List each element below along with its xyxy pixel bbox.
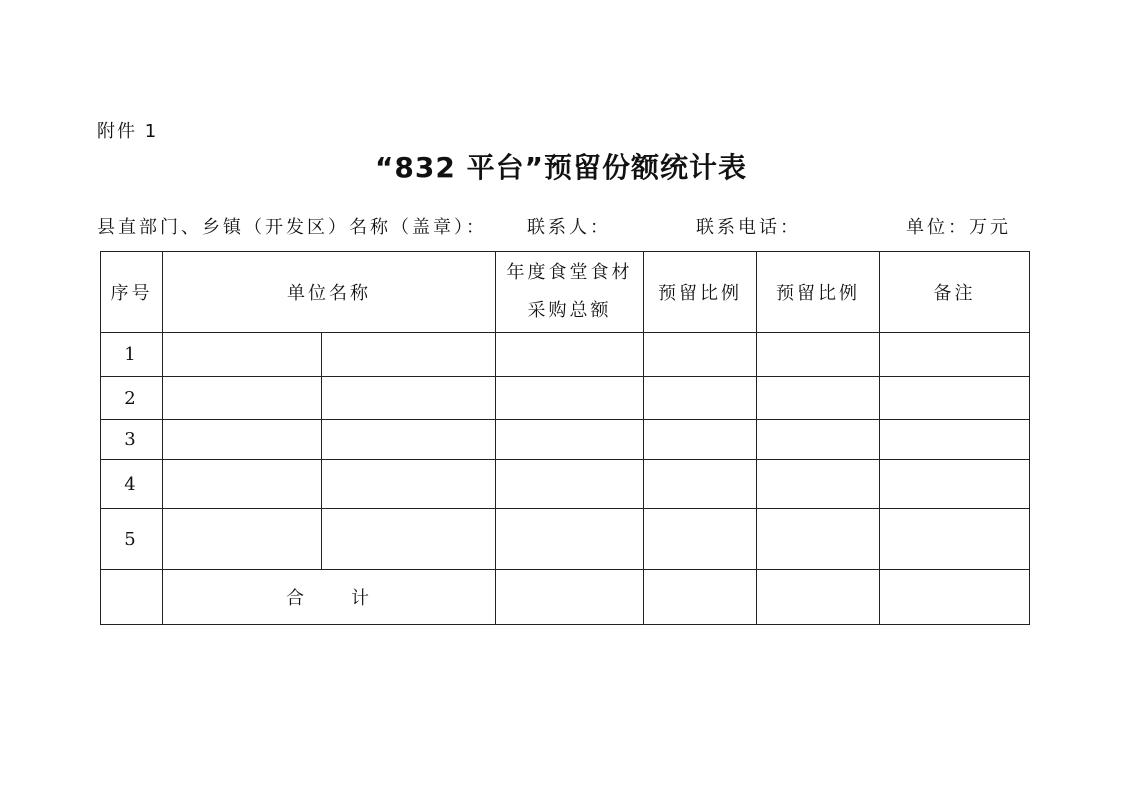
unit-name-cell-b[interactable]: [322, 377, 496, 420]
unit-name-cell-b[interactable]: [322, 460, 496, 509]
ratio-1-cell[interactable]: [644, 420, 757, 460]
header-reserve-ratio-1: 预留比例: [644, 252, 757, 333]
total-ratio-2-cell[interactable]: [757, 570, 880, 625]
row-seq: 4: [101, 460, 163, 509]
remarks-cell[interactable]: [880, 333, 1030, 377]
remarks-cell[interactable]: [880, 460, 1030, 509]
annual-total-cell[interactable]: [496, 460, 644, 509]
annual-total-cell[interactable]: [496, 420, 644, 460]
remarks-cell[interactable]: [880, 377, 1030, 420]
page-title: “832 平台”预留份额统计表: [374, 151, 747, 184]
ratio-2-cell[interactable]: [757, 377, 880, 420]
table-row: [101, 509, 1030, 570]
header-remarks: 备注: [880, 252, 1030, 333]
contact-phone-label: 联系电话：: [696, 217, 801, 238]
row-seq: 3: [101, 420, 163, 460]
ratio-1-cell[interactable]: [644, 509, 757, 570]
header-annual-line1: 年度食堂食材: [506, 262, 633, 283]
total-label-char-1: 合: [286, 588, 307, 609]
ratio-1-cell[interactable]: [644, 377, 757, 420]
remarks-cell[interactable]: [880, 509, 1030, 570]
row-seq: 2: [101, 377, 163, 420]
total-label: [163, 570, 496, 625]
ratio-2-cell[interactable]: [757, 420, 880, 460]
total-row: [101, 570, 1030, 625]
total-label-char-2: 计: [351, 588, 372, 609]
total-seq-cell: [101, 570, 163, 625]
quota-statistics-table: [100, 251, 1030, 625]
annual-total-cell[interactable]: [496, 377, 644, 420]
unit-name-cell-a[interactable]: [163, 460, 322, 509]
annual-total-cell[interactable]: [496, 509, 644, 570]
table-row: [101, 377, 1030, 420]
header-reserve-ratio-2: 预留比例: [757, 252, 880, 333]
ratio-1-cell[interactable]: [644, 333, 757, 377]
currency-unit-label: 单位：万元: [906, 217, 1011, 238]
table-header-row: [101, 252, 1030, 333]
remarks-cell[interactable]: [880, 420, 1030, 460]
annual-total-cell[interactable]: [496, 333, 644, 377]
unit-name-cell-b[interactable]: [322, 333, 496, 377]
unit-name-cell-a[interactable]: [163, 333, 322, 377]
unit-name-cell-a[interactable]: [163, 509, 322, 570]
table-row: [101, 460, 1030, 509]
table-row: [101, 420, 1030, 460]
attachment-label: 附件 1: [97, 121, 159, 142]
contact-person-label: 联系人：: [527, 217, 611, 238]
ratio-2-cell[interactable]: [757, 509, 880, 570]
row-seq: 1: [101, 333, 163, 377]
total-ratio-1-cell[interactable]: [644, 570, 757, 625]
header-annual-purchase-total: [496, 252, 644, 333]
unit-name-field-label: 县直部门、乡镇（开发区）名称（盖章）：: [97, 217, 487, 238]
header-annual-line2: 采购总额: [527, 300, 612, 321]
unit-name-cell-b[interactable]: [322, 420, 496, 460]
row-seq: 5: [101, 509, 163, 570]
ratio-2-cell[interactable]: [757, 333, 880, 377]
unit-name-cell-b[interactable]: [322, 509, 496, 570]
unit-name-cell-a[interactable]: [163, 420, 322, 460]
table-row: [101, 333, 1030, 377]
header-unit-name: 单位名称: [163, 252, 496, 333]
total-annual-cell[interactable]: [496, 570, 644, 625]
ratio-2-cell[interactable]: [757, 460, 880, 509]
total-remarks-cell[interactable]: [880, 570, 1030, 625]
ratio-1-cell[interactable]: [644, 460, 757, 509]
header-seq: 序号: [101, 252, 163, 333]
unit-name-cell-a[interactable]: [163, 377, 322, 420]
